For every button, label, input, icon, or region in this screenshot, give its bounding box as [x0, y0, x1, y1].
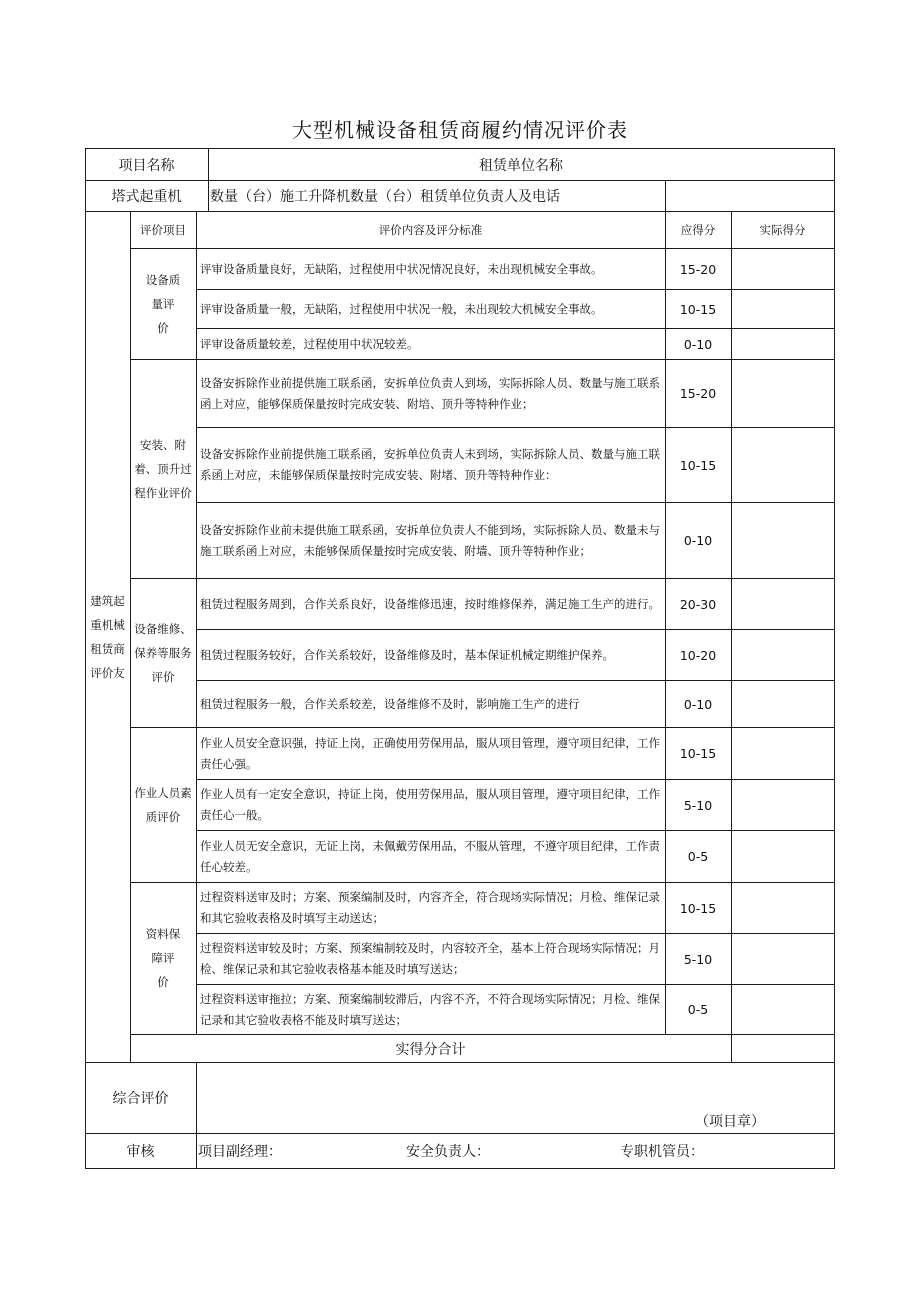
table-rule: [85, 1168, 835, 1169]
section-name: [130, 578, 196, 727]
score-range: 10-15: [679, 900, 717, 916]
review-label: 审核: [126, 1144, 155, 1160]
criteria-text: 租赁过程服务周到，合作关系良好，设备维修迅速，按时维修保养，满足施工生产的进行。: [200, 596, 660, 611]
column-header-actual: 实际得分: [759, 222, 806, 237]
criteria-text: 作业人员安全意识强，持证上岗，正确使用劳保用品，服从项目管理，遵守项目纪律，工作责任心强。: [200, 735, 660, 771]
criteria-text: 设备安拆除作业前未提供施工联系函，安拆单位负责人不能到场，实际拆除人员、数量未与施工联系函上对应，未能够保质保量按时完成安装、附墙、顶升等特种作业；: [200, 522, 660, 558]
left-category-label-line: 建筑起: [90, 594, 125, 608]
criteria-text: 设备安拆除作业前提供施工联系函，安拆单位负责人未到场，实际拆除人员、数量与施工联系函上对应，未能够保质保量按时完成安装、附堵、顶升等特种作业：: [200, 447, 660, 482]
deputy-manager-label: 项目副经理：: [198, 1144, 282, 1160]
score-range: 0-5: [687, 849, 709, 864]
section-name-line: 价: [157, 975, 169, 989]
score-range: 10-15: [679, 746, 717, 761]
actual-score-cell: [731, 934, 834, 984]
actual-score-cell: [731, 428, 834, 502]
actual-score-cell: [731, 728, 834, 779]
actual-score-cell: [731, 985, 834, 1034]
score-range: 10-15: [679, 457, 717, 473]
equipment-manager-label: 专职机管员：: [620, 1144, 704, 1160]
safety-officer-label: 安全负责人：: [406, 1144, 490, 1160]
criteria-text: 作业人员无安全意识，无证上岗，未佩戴劳保用品，不服从管理，不遵守项目纪律，工作责任心较差。: [200, 838, 660, 874]
left-category-label: [85, 212, 130, 1062]
section-name: [130, 248, 196, 359]
section-name-line: 保养等服务: [134, 645, 192, 660]
left-category-label-line: 租赁商: [90, 642, 125, 656]
actual-score-cell: [731, 249, 834, 289]
criteria-text: 租赁过程服务一般，合作关系较差，设备维修不及时，影响施工生产的进行: [200, 696, 580, 711]
criteria-text: 过程资料送审拖拉；方案、预案编制较滞后，内容不齐，不符合现场实际情况；月检、维保记录和其它验收表格不能及时填写送达；: [200, 991, 660, 1027]
section-name-line: 障评: [151, 951, 175, 965]
left-category-label-line: 评价友: [90, 666, 125, 680]
column-header-criteria: 评价内容及评分标准: [378, 222, 483, 237]
project-name-label: 项目名称: [118, 157, 175, 174]
section-name-line: 评价: [151, 669, 175, 684]
left-category-label-line: 重机械: [90, 618, 125, 632]
actual-score-cell: [731, 360, 834, 427]
score-range: 0-10: [683, 696, 713, 712]
section-name-line: 质评价: [145, 809, 181, 824]
score-range: 20-30: [679, 596, 717, 612]
score-range: 5-10: [683, 797, 713, 813]
score-range: 0-10: [683, 533, 713, 548]
score-range: 10-15: [679, 301, 717, 317]
section-name: [130, 359, 196, 578]
actual-score-cell: [731, 290, 834, 328]
criteria-text: 作业人员有一定安全意识，持证上岗，使用劳保用品，服从项目管理，遵守项目纪律，工作责任心一般。: [200, 787, 660, 822]
actual-score-cell: [731, 780, 834, 830]
table-rule: [834, 148, 835, 1169]
actual-score-cell: [731, 503, 834, 578]
section-name-line: 着、顶升过: [134, 461, 192, 476]
section-name-line: 设备维修、: [134, 621, 192, 636]
page-title: 大型机械设备租赁商履约情况评价表: [292, 118, 628, 142]
criteria-text: 评审设备质量良好，无缺陷，过程使用中状况情况良好，未出现机械安全事故。: [200, 261, 603, 276]
criteria-text: 评审设备质量较差，过程使用中状况较差。: [200, 336, 419, 351]
actual-score-cell: [731, 681, 834, 727]
score-range: 15-20: [679, 261, 717, 277]
overall-label: 综合评价: [112, 1091, 169, 1107]
criteria-text: 租赁过程服务较好，合作关系较好，设备维修及时，基本保证机械定期维护保养。: [200, 647, 614, 662]
actual-score-cell: [731, 831, 834, 882]
table-rule: [665, 180, 666, 212]
section-name-line: 量评: [151, 296, 175, 311]
section-name-line: 设备质: [145, 272, 181, 287]
actual-score-cell: [731, 329, 834, 359]
column-header-score: 应得分: [680, 222, 716, 237]
criteria-text: 过程资料送审及时；方案、预案编制及时，内容齐全，符合现场实际情况；月检、维保记录和其它验收表格及时填写主动送达；: [200, 890, 660, 925]
section-name: [130, 882, 196, 1034]
criteria-text: 评审设备质量一般，无缺陷，过程使用中状况一般，未出现较大机械安全事故。: [200, 301, 603, 316]
section-name-line: 安装、附: [140, 437, 186, 452]
tower-crane-label: 塔式起重机: [111, 189, 182, 205]
criteria-text: 过程资料送审较及时；方案、预案编制较及时，内容较齐全，基本上符合现场实际情况；月检、维保记录和其它验收表格基本能及时填写送达；: [200, 941, 660, 976]
section-name: [130, 727, 196, 882]
project-seal-label: （项目章）: [695, 1114, 765, 1130]
quantity-contact-label: 数量（台）施工升降机数量（台）租赁单位负责人及电话: [210, 189, 560, 205]
score-range: 10-20: [679, 647, 717, 663]
actual-score-cell: [731, 630, 834, 680]
score-range: 15-20: [679, 386, 717, 401]
section-name-line: 价: [157, 320, 169, 335]
section-name-line: 作业人员素: [134, 785, 192, 800]
column-header-item: 评价项目: [140, 222, 186, 237]
score-range: 5-10: [683, 951, 713, 967]
total-label: 实得分合计: [395, 1041, 466, 1058]
criteria-text: 设备安拆除作业前提供施工联系函，安拆单位负责人到场，实际拆除人员、数量与施工联系函上对应，能够保质保量按时完成安装、附培、顶升等特种作业；: [200, 375, 660, 411]
actual-score-cell: [731, 883, 834, 933]
table-rule: [196, 211, 197, 1035]
score-range: 0-5: [687, 1002, 709, 1017]
section-name-line: 资料保: [145, 927, 181, 941]
lessor-name-label: 租赁单位名称: [479, 157, 563, 174]
score-range: 0-10: [683, 336, 713, 352]
section-name-line: 程作业评价: [134, 485, 192, 500]
actual-score-cell: [731, 579, 834, 629]
